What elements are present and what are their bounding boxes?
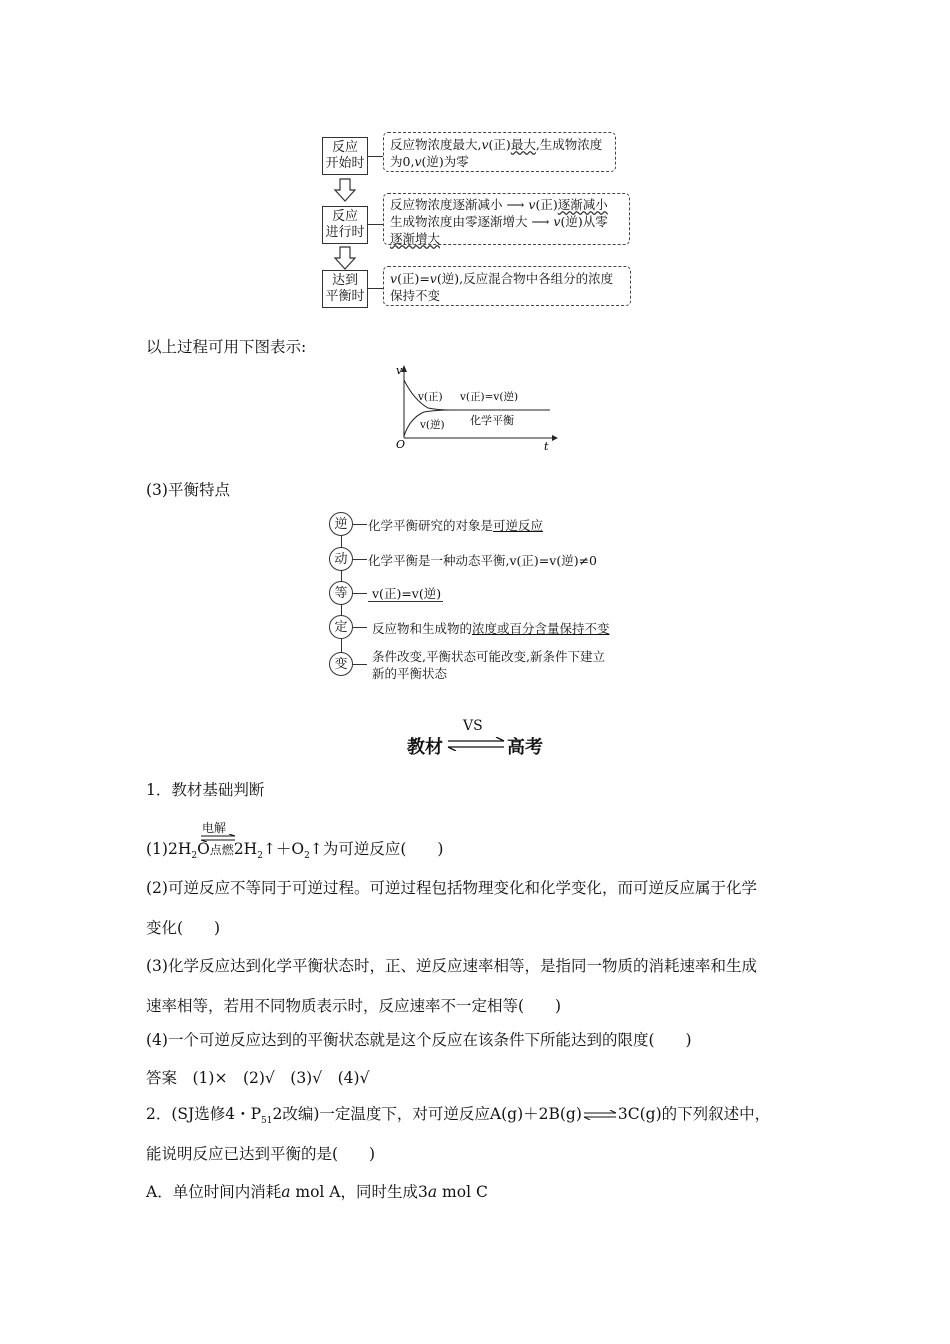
flow-step-label: 达到 <box>331 273 358 288</box>
feature-keyword: 浓度或百分含量保持不变 <box>472 621 610 636</box>
q1-text: ↑＋O <box>262 840 305 858</box>
feature-text <box>368 516 543 534</box>
down-arrow-icon <box>333 178 357 202</box>
connector-line <box>368 288 383 289</box>
question-3-line1: (3)化学反应达到化学平衡状态时，正、逆反应速率相等，是指同一物质的消耗速率和生成 <box>146 957 757 975</box>
flow-step-equilibrium <box>322 270 368 308</box>
feature-circle: 逆 <box>329 512 353 536</box>
desc-text: (逆)为零 <box>421 154 469 169</box>
p2-text: 3C(g)的下列叙述中， <box>617 1105 771 1123</box>
reaction-condition-below: 点燃 <box>209 843 234 857</box>
v-symbol: v <box>390 271 398 286</box>
feature-keyword: v(正)=v(逆) <box>372 586 442 601</box>
forward-rate-label: v(正) <box>418 391 443 403</box>
option-text: mol C <box>437 1183 488 1201</box>
desc-text: 保持不变 <box>390 288 441 303</box>
banner-right: 高考 <box>507 737 543 758</box>
desc-text: (正) <box>488 137 511 152</box>
feature-text-part: 化学平衡是一种动态平衡,v(正)=v(逆)≠0 <box>368 553 598 568</box>
banner-vs: VS <box>463 718 483 734</box>
feature-connector <box>353 664 367 665</box>
desc-text: 生成物浓度由零逐渐增大 <box>390 214 528 229</box>
answer-line: 答案 (1)× (2)√ (3)√ (4)√ <box>146 1069 370 1087</box>
reaction-condition-above: 电解 <box>202 821 227 835</box>
flow-step-start <box>322 137 368 175</box>
option-var: a <box>427 1183 438 1201</box>
desc-text: ,生成物浓度 <box>535 137 603 152</box>
question-2-line1: (2)可逆反应不等同于可逆过程。可逆过程包括物理变化和化学变化，而可逆反应属于化学 <box>146 879 757 897</box>
reversible-arrow-icon <box>583 1110 617 1120</box>
desc-text: 反应物浓度逐渐减小 <box>390 197 503 212</box>
v-symbol: v <box>528 197 536 212</box>
q1-text: 2H <box>233 840 258 858</box>
question-2-line2: 变化( ) <box>146 919 221 937</box>
flow-desc-progress <box>383 193 630 245</box>
x-axis-label: t <box>544 440 549 452</box>
banner-left: 教材 <box>407 737 443 758</box>
desc-keyword: 最大 <box>510 137 536 152</box>
reverse-rate-label: v(逆) <box>420 419 445 431</box>
feature-connector <box>353 559 367 560</box>
question-1 <box>146 839 443 866</box>
feature-text-part: 条件改变,平衡状态可能改变,新条件下建立 <box>372 649 605 664</box>
desc-text: (正)= <box>397 271 430 286</box>
feature-circle: 定 <box>329 615 353 639</box>
q1-sub: 2 <box>257 851 263 862</box>
connector-line <box>368 156 383 157</box>
feature-circle: 变 <box>329 652 353 676</box>
v-symbol: v <box>553 214 561 229</box>
p2-sub: 51 <box>261 1116 273 1127</box>
option-text: A．单位时间内消耗 <box>146 1183 282 1201</box>
rate-time-chart <box>390 362 560 452</box>
q1-text: ↑为可逆反应( ) <box>309 840 444 858</box>
p2-text: 2．(SJ选修4・P <box>146 1105 262 1123</box>
y-axis-label: v <box>396 364 403 377</box>
v-symbol: v <box>429 271 437 286</box>
q1-sub: 2 <box>191 851 198 862</box>
feature-text <box>368 551 597 569</box>
reversible-arrow-icon <box>446 737 506 751</box>
desc-text: 从零 <box>582 214 608 229</box>
feature-circle: 等 <box>329 581 353 605</box>
q1-text: (1)2H <box>146 840 192 858</box>
feature-text-part: 新的平衡状态 <box>372 666 448 681</box>
connector-line <box>368 224 383 225</box>
desc-text: (逆) <box>560 214 583 229</box>
q1-text: O <box>197 840 210 858</box>
desc-keyword: 逐渐增大 <box>390 231 441 246</box>
feature-text <box>372 584 441 602</box>
option-a <box>146 1182 488 1202</box>
down-arrow-icon <box>333 246 357 270</box>
flow-step-label: 反应 <box>331 140 358 155</box>
feature-text <box>372 648 605 682</box>
x-axis-arrow-icon <box>552 435 558 441</box>
v-symbol: v <box>481 137 489 152</box>
flow-step-progress <box>322 206 368 244</box>
q1-sub: 2 <box>304 851 310 862</box>
question-3-line2: 速率相等，若用不同物质表示时，反应速率不一定相等( ) <box>146 997 562 1015</box>
p2-text: 2改编)一定温度下，对可逆反应A(g)＋2B(g) <box>272 1105 582 1123</box>
desc-keyword: 逐渐减小 <box>557 197 608 212</box>
desc-text: (正) <box>535 197 558 212</box>
flow-step-label: 开始时 <box>325 156 365 171</box>
desc-text: 反应物浓度最大, <box>390 137 482 152</box>
option-text: mol A，同时生成3 <box>290 1183 428 1201</box>
features-heading: (3)平衡特点 <box>146 481 230 499</box>
feature-circle: 动 <box>329 547 353 571</box>
feature-connector <box>353 524 367 525</box>
section1-title: 1．教材基础判断 <box>146 781 265 799</box>
flow-desc-equilibrium <box>383 266 631 306</box>
feature-text <box>372 619 610 637</box>
desc-text: (逆),反应混合物中各组分的浓度 <box>436 271 614 286</box>
feature-connector <box>353 593 367 594</box>
flow-step-label: 平衡时 <box>325 289 365 304</box>
feature-underline <box>368 601 443 602</box>
intro-text: 以上过程可用下图表示: <box>146 338 307 356</box>
problem-2-line2: 能说明反应已达到平衡的是( ) <box>146 1145 376 1163</box>
origin-label: O <box>396 438 406 451</box>
feature-text-part: 化学平衡研究的对象是 <box>368 518 494 533</box>
feature-text-part: 反应物和生成物的 <box>372 621 473 636</box>
flow-step-label: 反应 <box>331 209 358 224</box>
v-symbol: v <box>414 154 422 169</box>
option-var: a <box>281 1183 291 1201</box>
right-arrow-icon: ⟶ <box>506 197 525 212</box>
feature-connector <box>353 627 367 628</box>
desc-text: 为0, <box>390 154 415 169</box>
right-arrow-icon: ⟶ <box>531 214 550 229</box>
flow-desc-start <box>383 132 616 172</box>
equal-rate-label: v(正)=v(逆) <box>460 391 519 403</box>
feature-keyword: 可逆反应 <box>493 518 544 533</box>
flow-step-label: 进行时 <box>325 225 365 240</box>
question-4: (4)一个可逆反应达到的平衡状态就是这个反应在该条件下所能达到的限度( ) <box>146 1031 692 1049</box>
equilibrium-label: 化学平衡 <box>470 414 514 427</box>
problem-2-line1 <box>146 1104 770 1131</box>
